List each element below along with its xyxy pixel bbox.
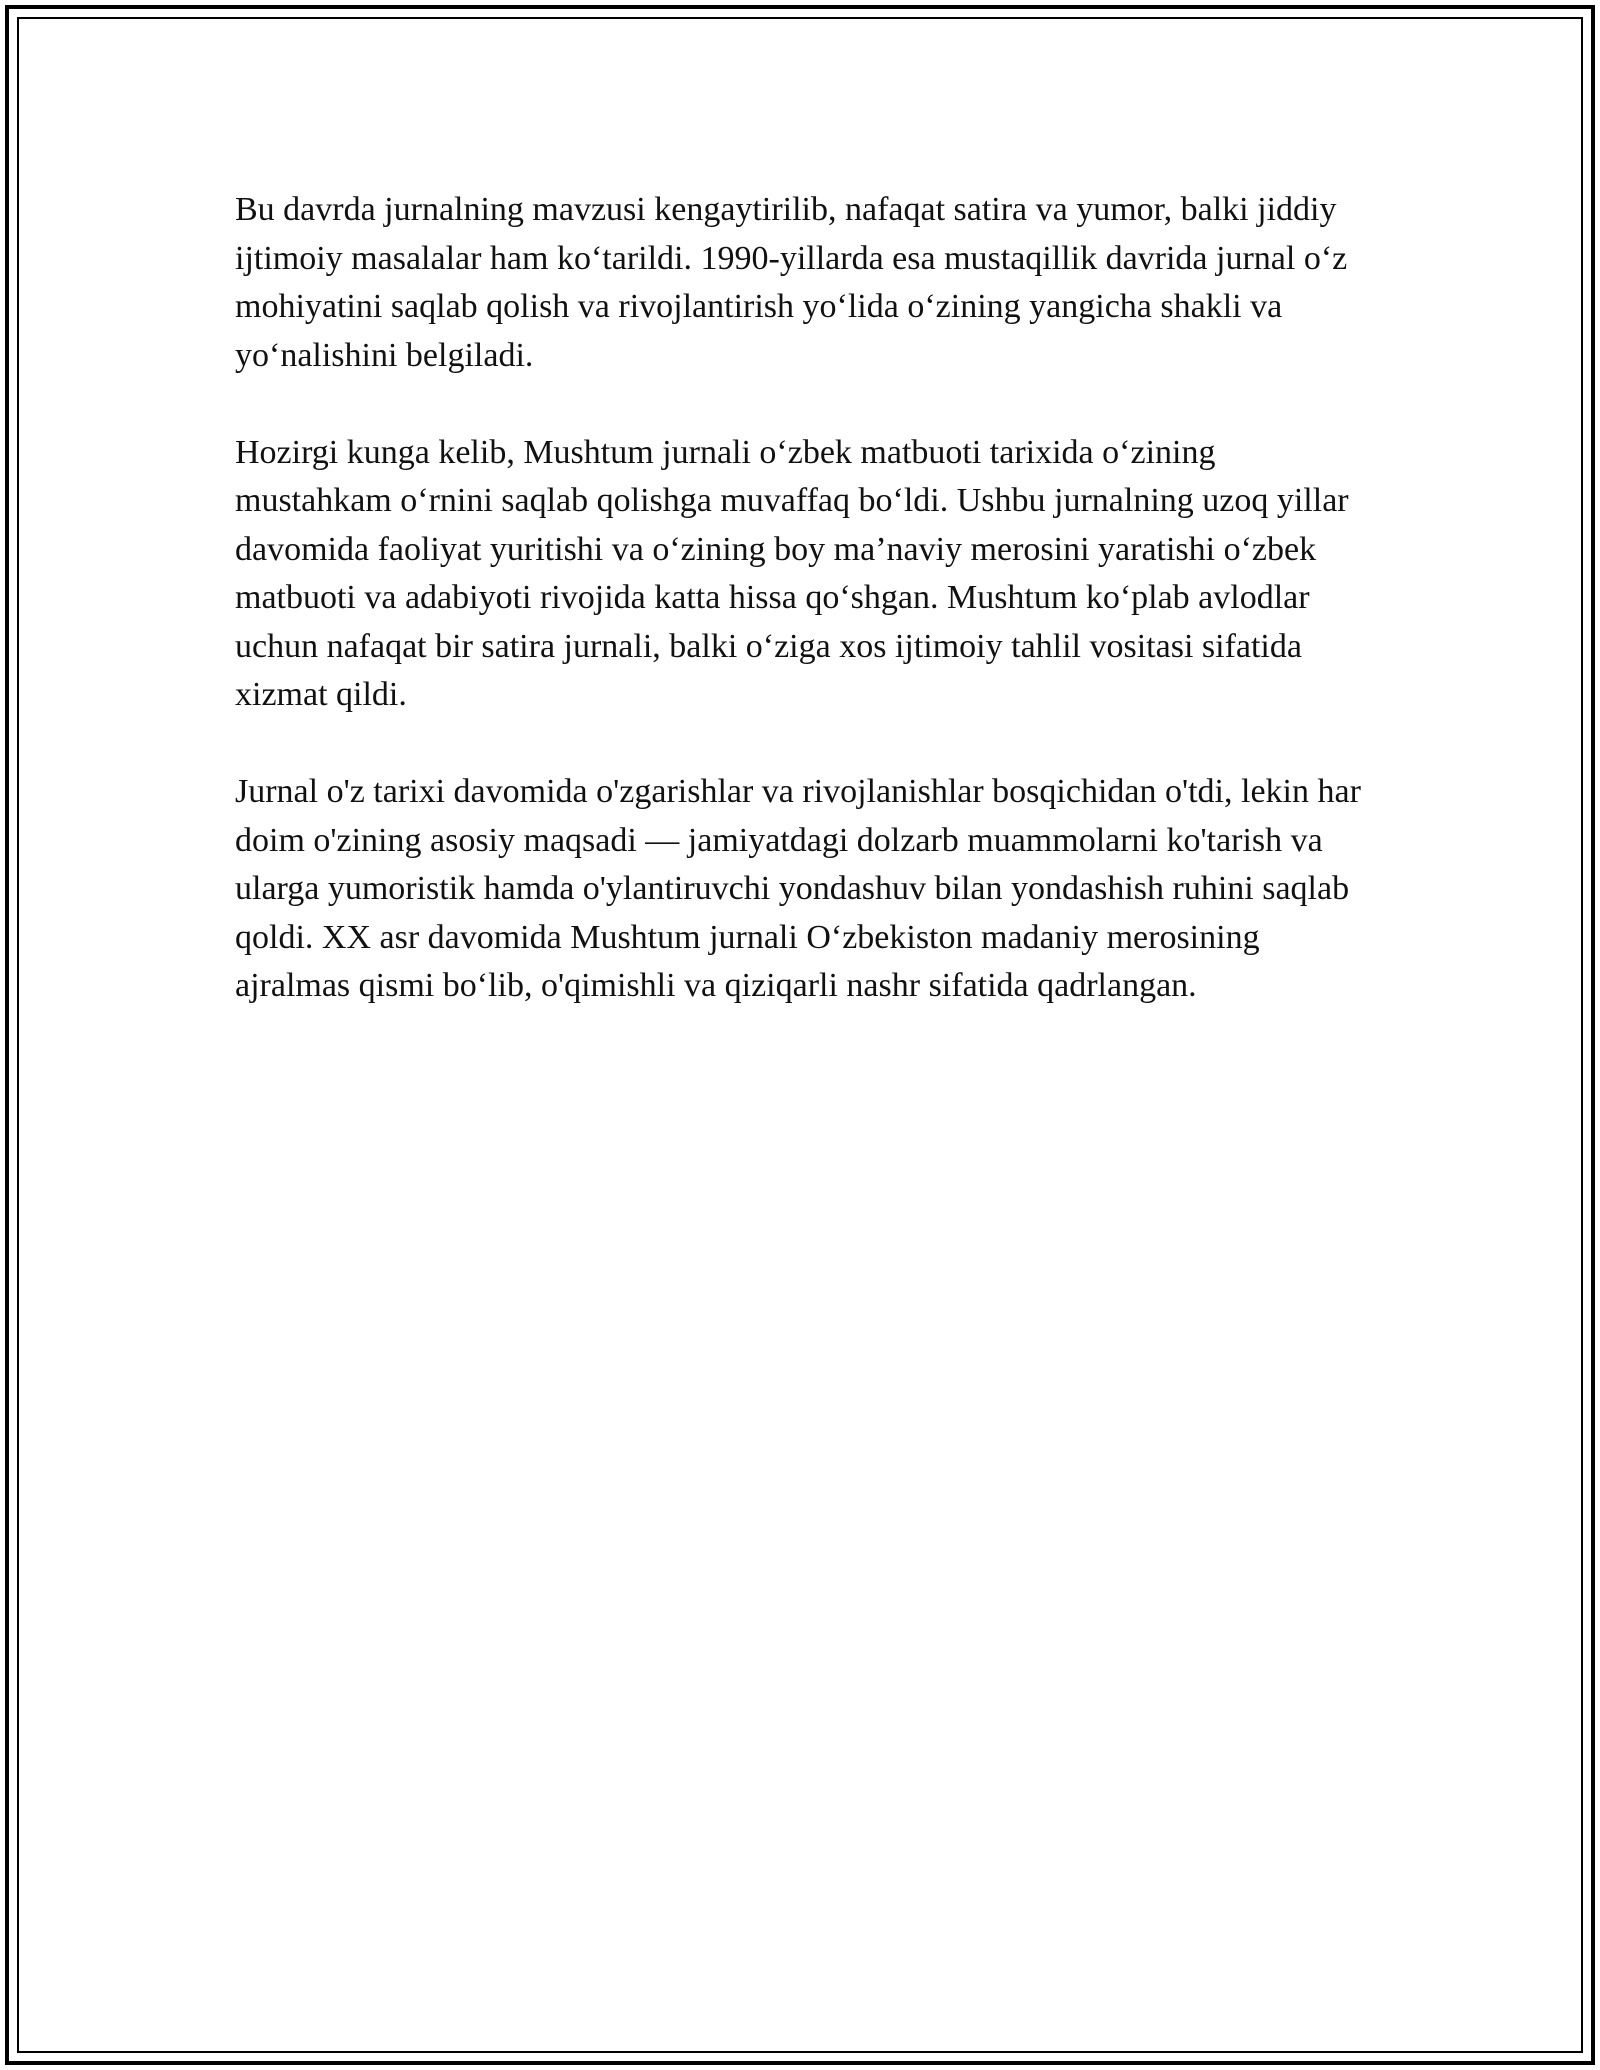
paragraph-2: Hozirgi kunga kelib, Mushtum jurnali o‘zbek matbuoti tarixida o‘zining mustahkam o‘rnini saqlab qolishga muvaffaq bo‘ldi. Ushbu jurnalning uzoq yillar davomida faoliyat yuritishi va o‘zining boy ma’naviy merosini yaratishi o‘zbek matbuoti va adabiyoti rivojida katta hissa qo‘shgan. Mushtum ko‘plab avlodlar uchun nafaqat bir satira jurnali, balki o‘ziga xos ijtimoiy tahlil vositasi sifatida xizmat qildi. — [235, 433, 1349, 713]
document-body — [235, 186, 1370, 1059]
paragraph-1: Bu davrda jurnalning mavzusi kengaytirilib, nafaqat satira va yumor, balki jiddiy ijtimoiy masalalar ham ko‘tarildi. 1990-yillarda esa mustaqillik davrida jurnal o‘z mohiyatini saqlab qolish va rivojlantirish yo‘lida o‘zining yangicha shakli va yo‘nalishini belgiladi. — [235, 191, 1348, 374]
paragraph-3: Jurnal o'z tarixi davomida o'zgarishlar va rivojlanishlar bosqichidan o'tdi, lekin har doim o'zining asosiy maqsadi — jamiyatdagi dolzarb muammolarni ko'tarish va ularga yumoristik hamda o'ylantiruvchi yondashuv bilan yondashish ruhini saqlab qoldi. XX asr davomida Mushtum jurnali O‘zbekiston madaniy merosining ajralmas qismi bo‘lib, o'qimishli va qiziqarli nashr sifatida qadrlangan. — [235, 773, 1361, 1004]
